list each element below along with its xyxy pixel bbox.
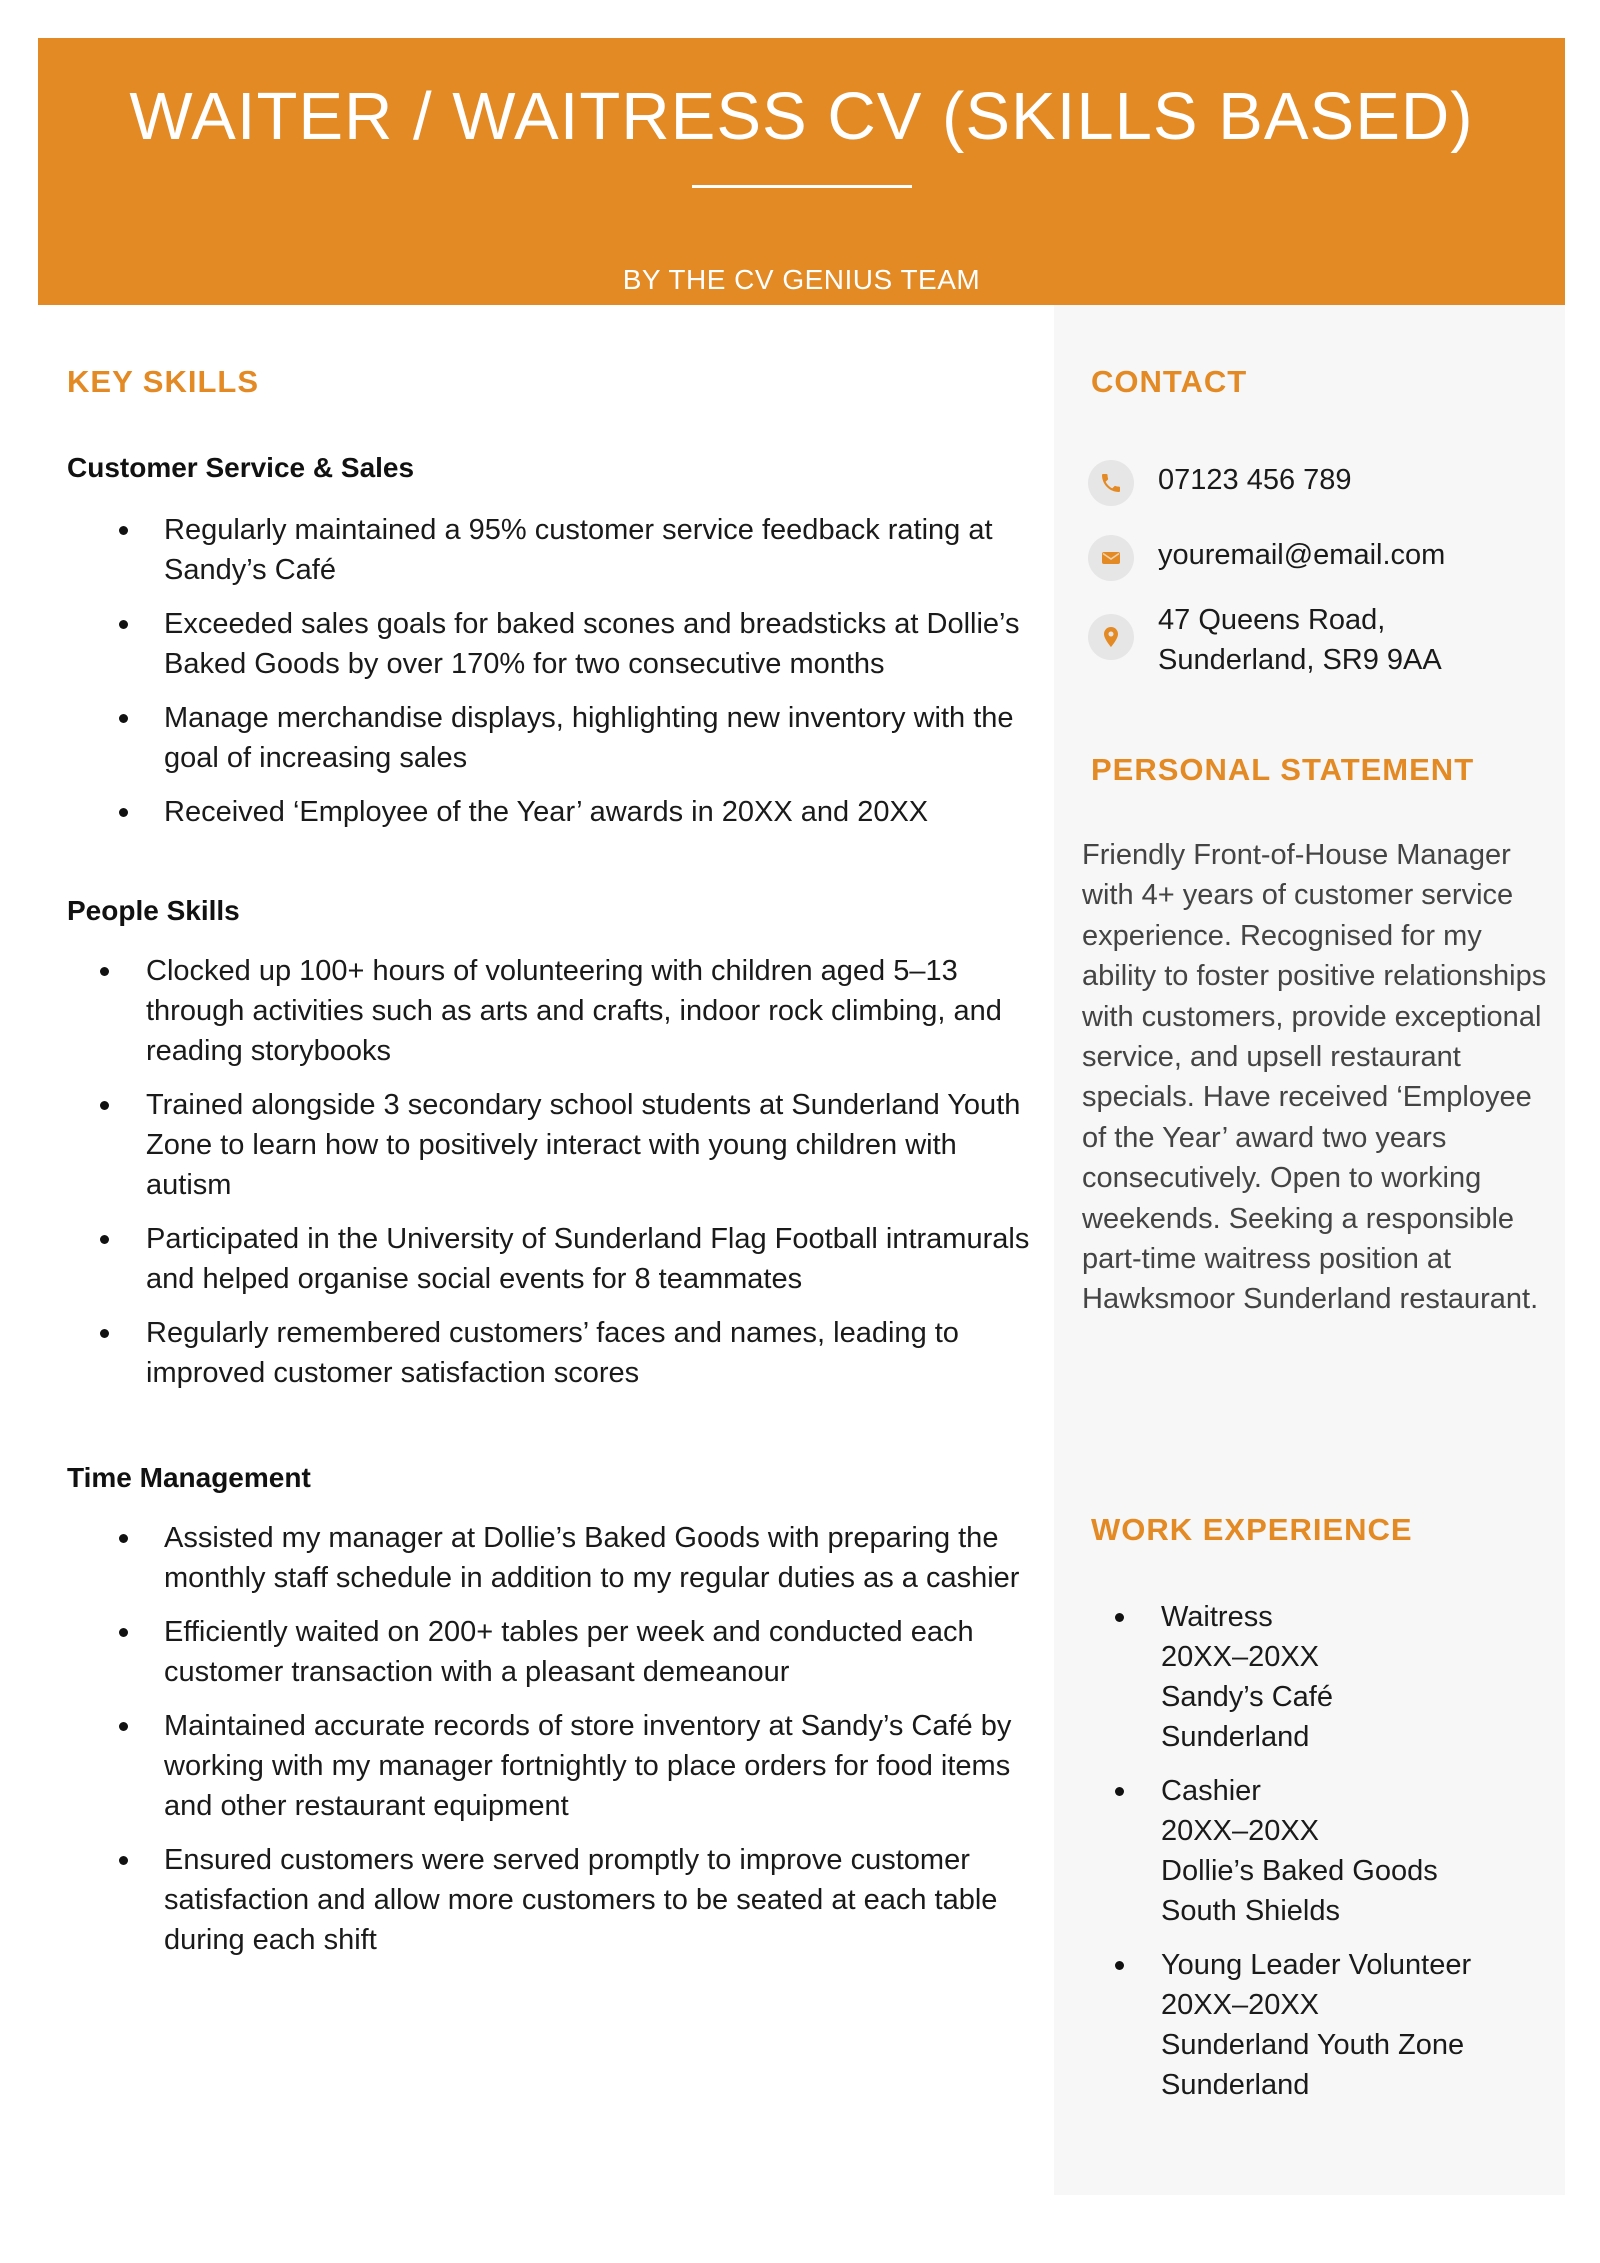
envelope-icon	[1088, 535, 1134, 581]
job-role: Waitress	[1161, 1601, 1273, 1633]
list-item: Clocked up 100+ hours of volunteering with children aged 5–13 through activities such as arts and crafts, indoor rock climbing, and reading storybooks	[146, 951, 1036, 1071]
list-item: Ensured customers were served promptly to improve customer satisfaction and allow more customers to be seated at each table during each shift	[164, 1840, 1034, 1960]
job-employer: Dollie’s Baked Goods	[1161, 1855, 1438, 1887]
personal-statement-heading: PERSONAL STATEMENT	[1091, 752, 1475, 787]
list-item	[1161, 1945, 1541, 2105]
job-employer: Sandy’s Café	[1161, 1681, 1333, 1713]
skill-group-heading-customer-service: Customer Service & Sales	[67, 452, 415, 483]
key-skills-heading: KEY SKILLS	[67, 364, 260, 399]
list-item: Assisted my manager at Dollie’s Baked Goods with preparing the monthly staff schedule in addition to my regular duties as a cashier	[164, 1518, 1034, 1598]
contact-phone	[1088, 460, 1352, 506]
list-item	[1161, 1771, 1541, 1931]
list-item: Trained alongside 3 secondary school students at Sunderland Youth Zone to learn how to positively interact with young children with autism	[146, 1085, 1036, 1205]
job-dates: 20XX–20XX	[1161, 1641, 1320, 1673]
job-dates: 20XX–20XX	[1161, 1989, 1320, 2021]
list-item: Efficiently waited on 200+ tables per week and conducted each customer transaction with a pleasant demeanour	[164, 1612, 1034, 1692]
personal-statement-text: Friendly Front-of-House Manager with 4+ years of customer service experience. Recognised for my ability to foster positive relationships with customers, provide exceptional service, and upsell restaurant specials. Have received ‘Employee of the Year’ award two years consecutively. Open to working weekends. Seeking a responsible part-time waitress position at Hawksmoor Sunderland restaurant.	[1082, 839, 1547, 1316]
address-line-2: Sunderland, SR9 9AA	[1158, 644, 1442, 676]
phone-number[interactable]: 07123 456 789	[1158, 464, 1352, 496]
job-employer: Sunderland Youth Zone	[1161, 2029, 1465, 2061]
skill-group-heading-time-management: Time Management	[67, 1462, 311, 1493]
contact-email	[1088, 535, 1445, 581]
list-item: Regularly remembered customers’ faces and names, leading to improved customer satisfaction scores	[146, 1313, 1036, 1393]
contact-address	[1088, 600, 1442, 680]
job-location: Sunderland	[1161, 2069, 1310, 2101]
job-location: Sunderland	[1161, 1721, 1310, 1753]
work-experience-list	[1161, 1597, 1541, 2119]
skill-list-people-skills	[146, 951, 1036, 1407]
list-item: Received ‘Employee of the Year’ awards in 20XX and 20XX	[164, 792, 1034, 832]
list-item: Participated in the University of Sunderland Flag Football intramurals and helped organise social events for 8 teammates	[146, 1219, 1036, 1299]
job-role: Young Leader Volunteer	[1161, 1949, 1472, 1981]
contact-heading: CONTACT	[1091, 364, 1248, 399]
location-pin-icon	[1088, 614, 1134, 660]
list-item	[1161, 1597, 1541, 1757]
job-dates: 20XX–20XX	[1161, 1815, 1320, 1847]
skill-list-time-management	[164, 1518, 1034, 1974]
skill-group-heading-people-skills: People Skills	[67, 895, 240, 926]
list-item: Maintained accurate records of store inventory at Sandy’s Café by working with my manager fortnightly to place orders for food items and other restaurant equipment	[164, 1706, 1034, 1826]
skill-list-customer-service	[164, 510, 1034, 846]
job-location: South Shields	[1161, 1895, 1340, 1927]
list-item: Exceeded sales goals for baked scones and breadsticks at Dollie’s Baked Goods by over 170% for two consecutive months	[164, 604, 1034, 684]
cv-byline: BY THE CV GENIUS TEAM	[622, 264, 981, 295]
postal-address	[1158, 600, 1442, 680]
work-experience-heading: WORK EXPERIENCE	[1091, 1512, 1413, 1547]
title-divider	[692, 185, 912, 188]
list-item: Regularly maintained a 95% customer service feedback rating at Sandy’s Café	[164, 510, 1034, 590]
cv-header	[38, 38, 1565, 305]
address-line-1: 47 Queens Road,	[1158, 604, 1386, 636]
phone-icon	[1088, 460, 1134, 506]
job-role: Cashier	[1161, 1775, 1261, 1807]
list-item: Manage merchandise displays, highlighting new inventory with the goal of increasing sales	[164, 698, 1034, 778]
email-address[interactable]: youremail@email.com	[1158, 539, 1446, 571]
cv-title: WAITER / WAITRESS CV (SKILLS BASED)	[129, 79, 1474, 154]
